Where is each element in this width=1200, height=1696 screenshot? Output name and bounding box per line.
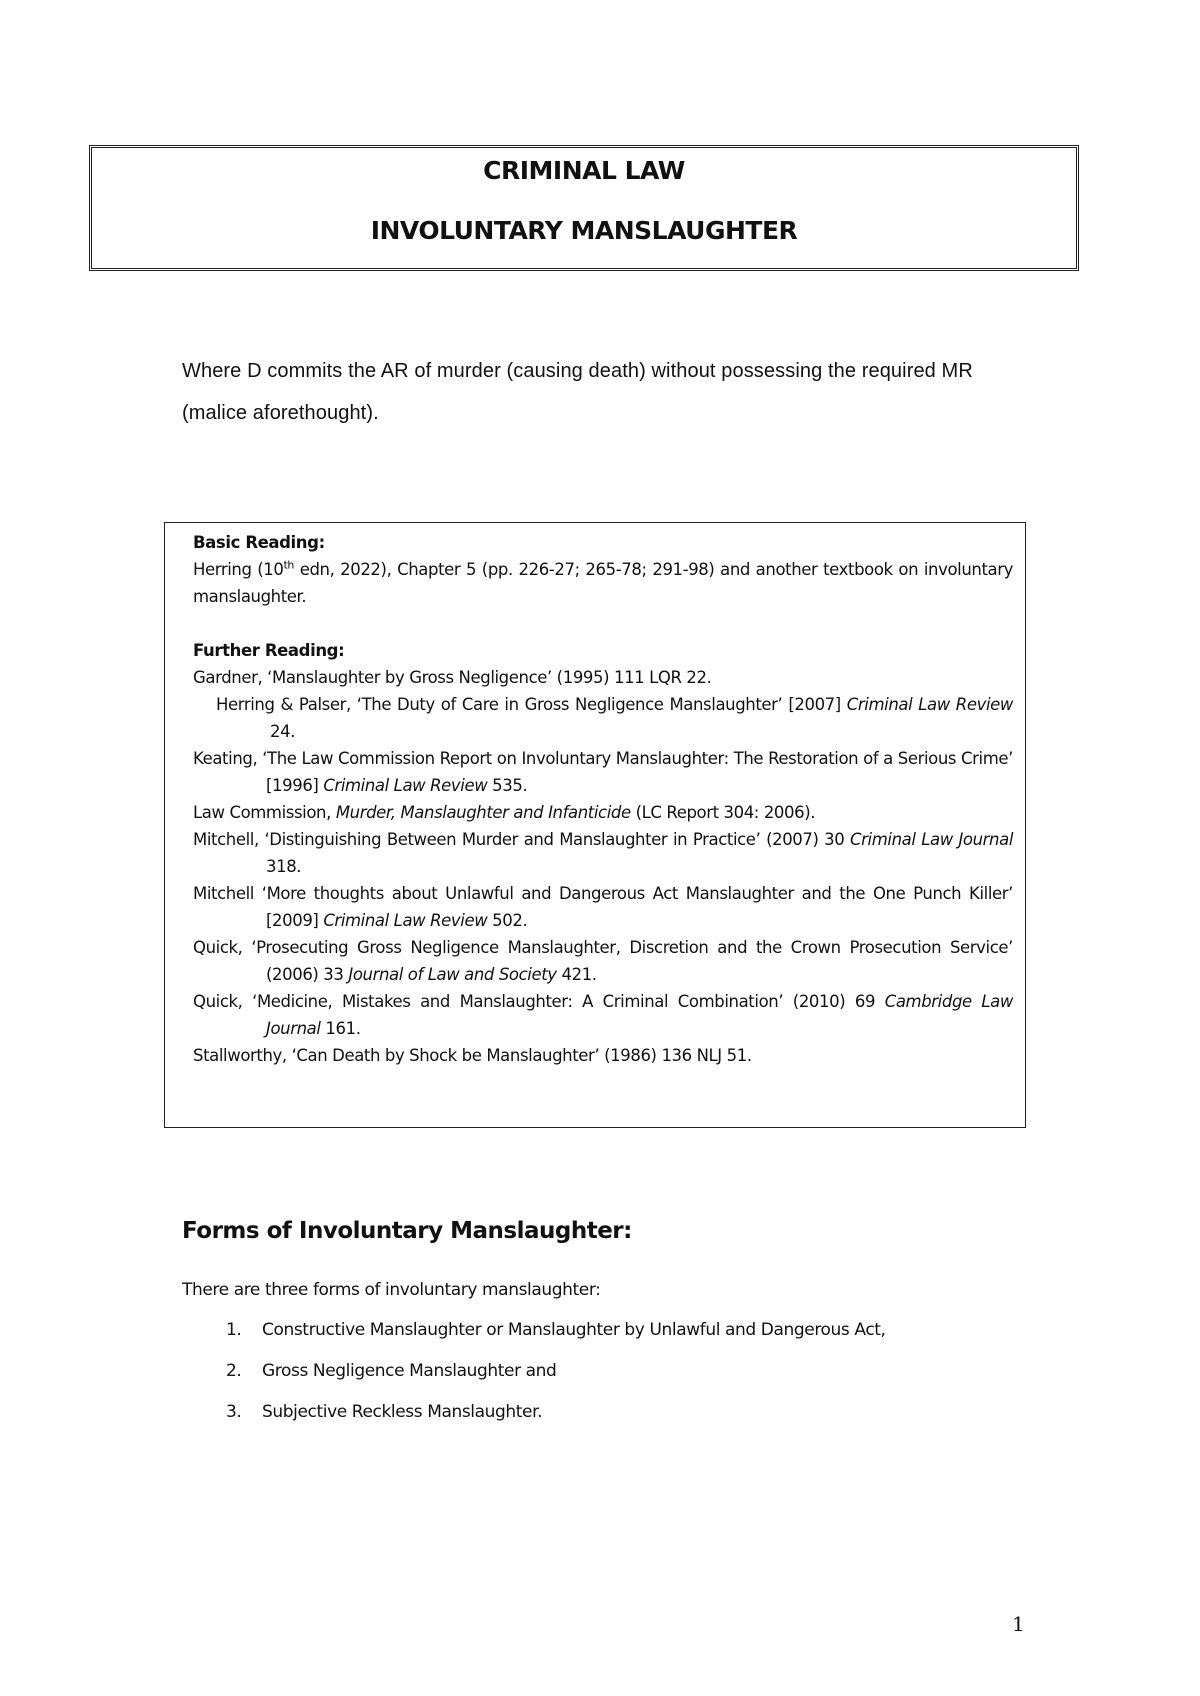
entry-journal: Criminal Law Review	[323, 776, 488, 795]
basic-reading-text	[193, 556, 1013, 610]
page-number: 1	[1012, 1612, 1025, 1636]
list-item	[226, 1402, 886, 1443]
entry-text: Law Commission,	[193, 803, 336, 822]
entry-text: Quick, ‘Prosecuting Gross Negligence Manslaughter, Discretion and the Crown Prosecution Service’ (2006) 33	[193, 938, 1013, 984]
reading-list-box	[164, 522, 1026, 1128]
entry-journal: Criminal Law Review	[846, 695, 1013, 714]
list-number: 2.	[226, 1361, 242, 1381]
reading-entry	[193, 988, 1013, 1042]
entry-citation: (LC Report 304: 2006).	[630, 803, 816, 822]
entry-text: Gardner, ‘Manslaughter by Gross Negligence’ (1995) 111 LQR 22.	[193, 668, 712, 687]
list-text: Subjective Reckless Manslaughter.	[262, 1402, 543, 1422]
reading-entry	[193, 1042, 1013, 1069]
basic-reading-text-start: Herring (10	[193, 560, 284, 579]
reading-entry	[193, 691, 1013, 745]
intro-paragraph: Where D commits the AR of murder (causing death) without possessing the required MR (malice aforethought).	[182, 360, 973, 424]
entry-text: Herring & Palser, ‘The Duty of Care in Gross Negligence Manslaughter’ [2007]	[216, 695, 847, 714]
entry-journal: Murder, Manslaughter and Infanticide	[335, 803, 631, 822]
entry-citation: 421.	[556, 965, 597, 984]
entry-text: Keating, ‘The Law Commission Report on Involuntary Manslaughter: The Restoration of a Serious Crime’ [1996]	[193, 749, 1013, 795]
list-number: 3.	[226, 1402, 242, 1422]
entry-citation: 24.	[270, 722, 296, 741]
entry-citation: 318.	[266, 857, 302, 876]
title-box	[89, 145, 1079, 271]
list-number: 1.	[226, 1320, 242, 1340]
reading-entry	[193, 745, 1013, 799]
document-title: CRIMINAL LAW	[483, 156, 685, 185]
entry-journal: Journal of Law and Society	[348, 965, 557, 984]
list-item	[226, 1361, 886, 1402]
entry-text: Quick, ‘Medicine, Mistakes and Manslaughter: A Criminal Combination’ (2010) 69	[193, 992, 885, 1011]
reading-entry	[193, 664, 1013, 691]
basic-reading-heading: Basic Reading:	[193, 533, 325, 552]
basic-reading-text-end: edn, 2022), Chapter 5 (pp. 226-27; 265-78; 291-98) and another textbook on involuntary manslaughter.	[193, 560, 1013, 606]
forms-intro: There are three forms of involuntary manslaughter:	[182, 1280, 601, 1300]
entry-citation: 502.	[487, 911, 528, 930]
entry-text: Mitchell ‘More thoughts about Unlawful and Dangerous Act Manslaughter and the One Punch Killer’ [2009]	[193, 884, 1013, 930]
entry-citation: 161.	[320, 1019, 361, 1038]
entry-journal: Criminal Law Review	[323, 911, 488, 930]
list-text: Gross Negligence Manslaughter and	[262, 1361, 557, 1381]
entry-citation: 535.	[487, 776, 528, 795]
entry-text: Stallworthy, ‘Can Death by Shock be Manslaughter’ (1986) 136 NLJ 51.	[193, 1046, 752, 1065]
entry-journal: Cambridge Law Journal	[266, 992, 1013, 1038]
document-subtitle: INVOLUNTARY MANSLAUGHTER	[370, 216, 798, 245]
entry-journal: Criminal Law Journal	[850, 830, 1014, 849]
forms-list	[226, 1320, 886, 1443]
entry-text: Mitchell, ‘Distinguishing Between Murder and Manslaughter in Practice’ (2007) 30	[193, 830, 851, 849]
basic-reading-edition-sup: th	[283, 558, 294, 572]
further-reading-heading: Further Reading:	[193, 641, 345, 660]
list-text: Constructive Manslaughter or Manslaughter by Unlawful and Dangerous Act,	[262, 1320, 886, 1340]
reading-entry	[193, 880, 1013, 934]
list-item	[226, 1320, 886, 1361]
reading-entry	[193, 826, 1013, 880]
reading-entry	[193, 799, 1013, 826]
forms-heading: Forms of Involuntary Manslaughter:	[182, 1218, 632, 1244]
spacer	[193, 610, 1013, 637]
reading-entry	[193, 934, 1013, 988]
